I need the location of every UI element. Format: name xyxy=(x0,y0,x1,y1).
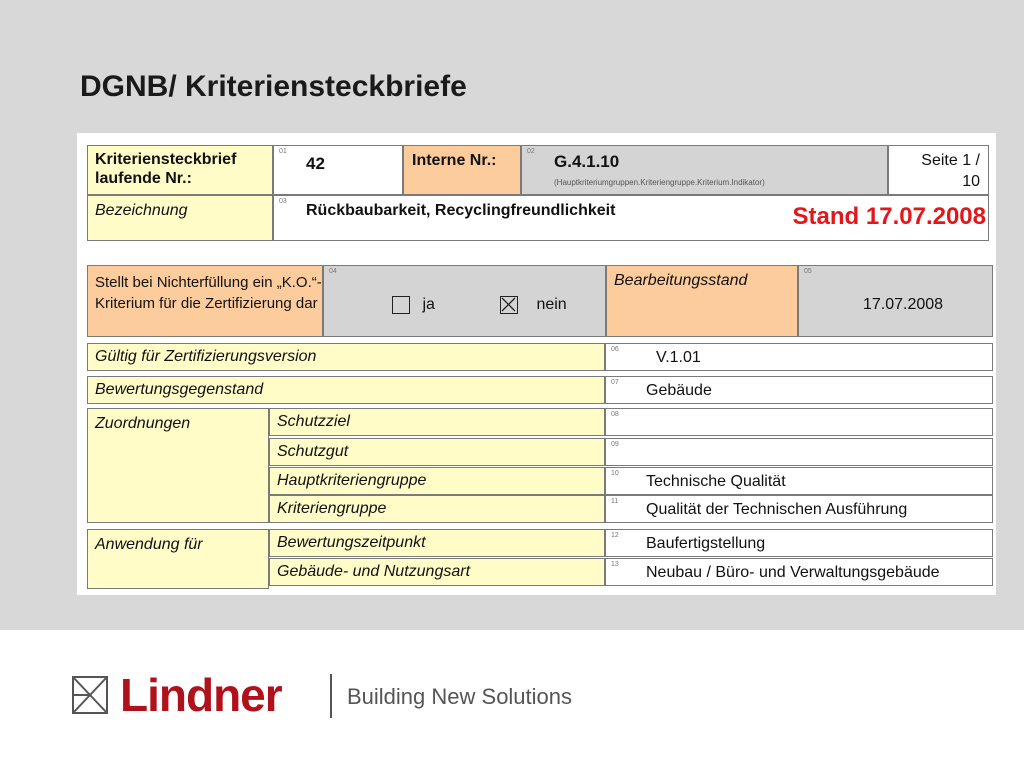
ja-checkbox[interactable] xyxy=(392,296,410,314)
gueltig-label: Gültig für Zertifizierungsversion xyxy=(95,348,317,365)
zeitpunkt-value: Baufertigstellung xyxy=(646,535,766,552)
seite-cell xyxy=(888,145,989,195)
ko-label-cell xyxy=(87,265,323,337)
hauptkrit-label-cell xyxy=(269,467,605,495)
gegenstand-label-cell xyxy=(87,376,605,404)
gueltig-value-cell xyxy=(605,343,993,371)
field-number: 04 xyxy=(329,268,337,275)
field-number: 07 xyxy=(611,379,619,386)
schutzziel-label-cell xyxy=(269,408,605,436)
zuordnungen-label: Zuordnungen xyxy=(95,415,191,432)
bearbeitung-label: Bearbeitungsstand xyxy=(614,272,748,289)
bezeichnung-value: Rückbaubarkeit, Recyclingfreundlichkeit xyxy=(306,202,616,219)
brand-name: Lindner xyxy=(120,669,282,721)
field-number: 05 xyxy=(804,268,812,275)
kritgruppe-label: Kriteriengruppe xyxy=(277,500,387,517)
interne-label-cell xyxy=(403,145,521,195)
interne-nr-cell xyxy=(521,145,888,195)
anwendung-label: Anwendung für xyxy=(95,536,203,553)
field-number: 08 xyxy=(611,411,619,418)
hauptkrit-label: Hauptkriteriengruppe xyxy=(277,472,427,489)
nutzung-label-cell xyxy=(269,558,605,586)
field-number: 09 xyxy=(611,441,619,448)
ko-label: Stellt bei Nichterfüllung ein „K.O.“-Kriterium für die Zertifizierung dar xyxy=(95,274,322,312)
ja-label: ja xyxy=(422,296,435,314)
tagline: Building New Solutions xyxy=(347,684,573,709)
zeitpunkt-value-cell xyxy=(605,529,993,557)
gegenstand-value-cell xyxy=(605,376,993,404)
bearbeitung-value: 17.07.2008 xyxy=(863,296,944,313)
logo-divider xyxy=(330,674,332,718)
lindner-logo-icon xyxy=(72,676,108,714)
field-number: 03 xyxy=(279,198,287,205)
laufende-nr-value: 42 xyxy=(306,154,325,173)
schutzgut-label: Schutzgut xyxy=(277,443,349,460)
zuordnungen-label-cell xyxy=(87,408,269,523)
interne-hint: (Hauptkriteriumgruppen.Kriteriengruppe.Kriterium.Indikator) xyxy=(554,178,765,187)
kritgruppe-label-cell xyxy=(269,495,605,523)
laufende-nr-cell xyxy=(273,145,403,195)
hauptkrit-value-cell xyxy=(605,467,993,495)
interne-label: Interne Nr.: xyxy=(412,152,497,169)
schutzziel-label: Schutzziel xyxy=(277,413,350,430)
field-number: 12 xyxy=(611,532,619,539)
nutzung-value: Neubau / Büro- und Verwaltungsgebäude xyxy=(646,564,940,581)
anwendung-label-cell xyxy=(87,529,269,589)
bezeichnung-label-cell xyxy=(87,195,273,241)
interne-nr-value: G.4.1.10 xyxy=(554,152,620,171)
field-number: 06 xyxy=(611,346,619,353)
steckbrief-label-cell xyxy=(87,145,273,195)
schutzziel-value-cell xyxy=(605,408,993,436)
ko-options-cell xyxy=(323,265,606,337)
zeitpunkt-label: Bewertungszeitpunkt xyxy=(277,534,426,551)
slide-title: DGNB/ Kriteriensteckbriefe xyxy=(80,70,467,103)
nein-label: nein xyxy=(536,296,567,314)
zeitpunkt-label-cell xyxy=(269,529,605,557)
kritgruppe-value-cell xyxy=(605,495,993,523)
seite-total: 10 xyxy=(962,173,980,190)
stand-date: Stand 17.07.2008 xyxy=(792,203,986,230)
field-number: 01 xyxy=(279,148,287,155)
nein-checkbox[interactable] xyxy=(500,296,518,314)
kritgruppe-value: Qualität der Technischen Ausführung xyxy=(646,501,908,518)
seite-label: Seite 1 / xyxy=(921,152,980,169)
nutzung-value-cell xyxy=(605,558,993,586)
schutzgut-value-cell xyxy=(605,438,993,466)
gueltig-label-cell xyxy=(87,343,605,371)
field-number: 13 xyxy=(611,561,619,568)
steckbrief-label: Kriteriensteckbrief laufende Nr.: xyxy=(95,151,237,187)
field-number: 10 xyxy=(611,470,619,477)
criteria-document xyxy=(77,133,996,595)
bearbeitung-label-cell xyxy=(606,265,798,337)
bezeichnung-label: Bezeichnung xyxy=(95,202,188,219)
gueltig-value: V.1.01 xyxy=(656,349,701,366)
schutzgut-label-cell xyxy=(269,438,605,466)
field-number: 02 xyxy=(527,148,535,155)
gegenstand-label: Bewertungsgegenstand xyxy=(95,381,264,398)
gegenstand-value: Gebäude xyxy=(646,382,712,399)
nutzung-label: Gebäude- und Nutzungsart xyxy=(277,563,471,580)
field-number: 11 xyxy=(611,498,619,505)
hauptkrit-value: Technische Qualität xyxy=(646,473,786,490)
bearbeitung-value-cell xyxy=(798,265,993,337)
footer xyxy=(0,630,1024,768)
